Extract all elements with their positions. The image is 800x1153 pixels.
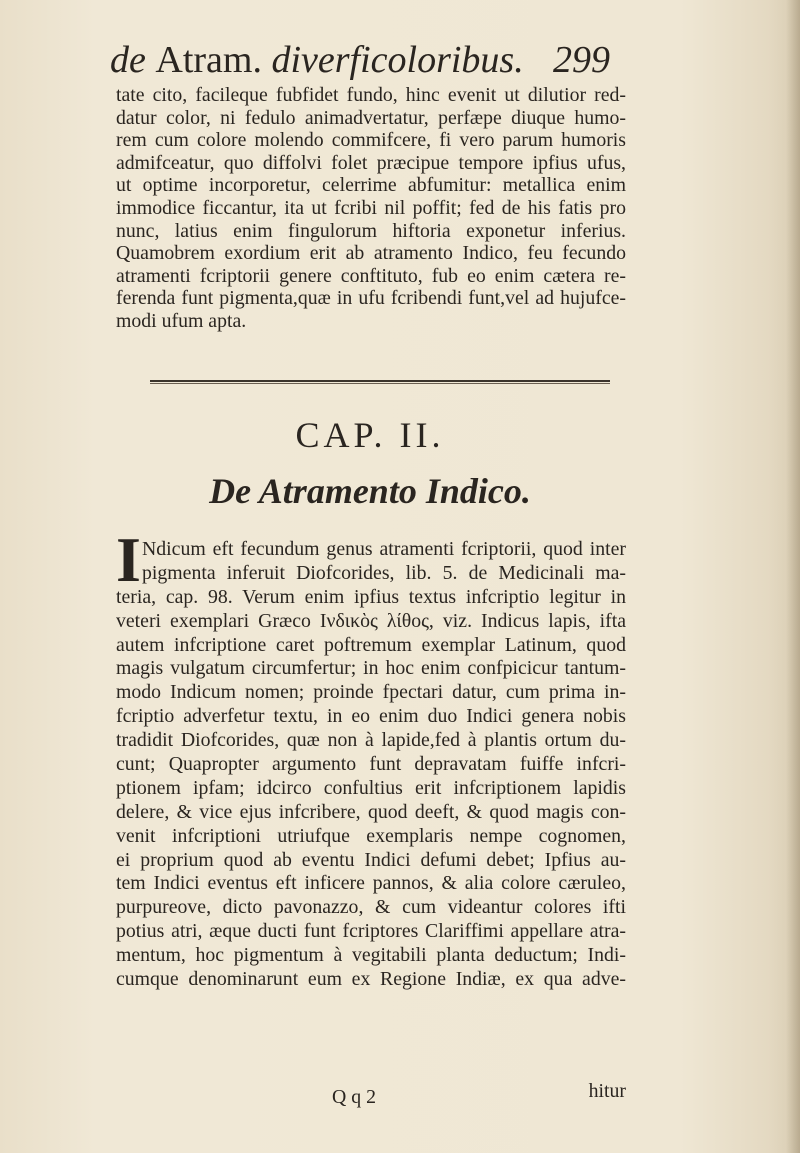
page-spine-shadow bbox=[786, 0, 800, 1153]
text-line: venit infcriptioni utriufque exemplaris nempe cognomen, bbox=[116, 824, 626, 847]
text-line: autem infcriptione caret poftremum exemplar Latinum, quod bbox=[116, 633, 626, 656]
text-line: potius atri, æque ducti funt fcriptores Clariffimi appellare atra- bbox=[116, 920, 626, 943]
section-divider-thin bbox=[150, 383, 610, 384]
text-line: Ndicum eft fecundum genus atramenti fcriptorii, quod inter bbox=[142, 538, 626, 560]
text-line: cumque denominarunt eum ex Regione Indiæ, ex qua adve- bbox=[116, 968, 626, 991]
text-line: fcriptio adverfetur textu, in eo enim duo Indici genera nobis bbox=[116, 705, 626, 728]
signature-mark: Q q 2 bbox=[332, 1086, 376, 1108]
text-line: teria, cap. 98. Verum enim ipfius textus infcriptio legitur in bbox=[116, 585, 626, 608]
text-line: tradidit Diofcorides, quæ non à lapide,fed à plantis ortum du- bbox=[116, 729, 626, 752]
text-line: Quamobrem exordium erit ab atramento Indico, feu fecundo bbox=[116, 242, 626, 265]
text-line: pigmenta inferuit Diofcorides, lib. 5. de Medicinali ma- bbox=[142, 561, 626, 584]
running-title-roman: Atram. bbox=[155, 39, 262, 81]
page-footer bbox=[116, 1080, 626, 1110]
drop-cap: I bbox=[116, 524, 141, 595]
text-line: mentum, hoc pigmentum à vegitabili planta deductum; Indi- bbox=[116, 944, 626, 967]
text-line: delere, & vice ejus infcribere, quod deeft, & quod magis con- bbox=[116, 800, 626, 823]
catchword: hitur bbox=[588, 1080, 626, 1102]
text-line: rem cum colore molendo commifcere, fi vero parum humoris bbox=[116, 129, 626, 152]
text-line: tem Indici eventus eft inficere pannos, & alia colore cæruleo, bbox=[116, 872, 626, 895]
text-line: veteri exemplari Græco Ινδικὸς λίθος, viz. Indicus lapis, ifta bbox=[116, 609, 626, 632]
text-line: tate cito, facileque fubfidet fundo, hinc evenit ut dilutior red- bbox=[116, 84, 626, 106]
text-line: magis vulgatum circumfertur; in hoc enim confpicicur tantum- bbox=[116, 657, 626, 680]
chapter-paragraph bbox=[116, 538, 626, 992]
text-line: admifceatur, quo diffolvi folet præcipue tempore ipfius ufus, bbox=[116, 151, 626, 174]
text-line: datur color, ni fedulo animadvertatur, perfæpe diuque humo- bbox=[116, 106, 626, 129]
chapter-heading: CAP. II. bbox=[295, 415, 445, 455]
section-divider bbox=[150, 380, 610, 382]
text-line: atramenti fcriptorii genere conftituto, fub eo enim cætera re- bbox=[116, 264, 626, 287]
page-number: 299 bbox=[553, 39, 610, 81]
text-line: nunc, latius enim fingulorum hiftoria exponetur inferius. bbox=[116, 219, 626, 242]
text-line: ei proprium quod ab eventu Indici defumi debet; Ipfius au- bbox=[116, 848, 626, 871]
running-title-italic: diverficoloribus. bbox=[271, 39, 524, 81]
paragraph-continued bbox=[116, 84, 626, 333]
text-line: purpureove, dicto pavonazzo, & cum videantur colores ifti bbox=[116, 896, 626, 919]
running-title bbox=[110, 38, 524, 82]
running-header bbox=[110, 34, 610, 84]
running-title-prefix: de bbox=[110, 39, 146, 81]
text-line: modo Indicum nomen; proinde fpectari datur, cum prima in- bbox=[116, 681, 626, 704]
text-line: ferenda funt pigmenta,quæ in ufu fcribendi funt,vel ad hujufce- bbox=[116, 287, 626, 310]
chapter-subtitle: De Atramento Indico. bbox=[209, 471, 531, 511]
text-line: cunt; Quapropter argumento funt depravatam fuiffe infcri- bbox=[116, 753, 626, 776]
text-line: modi ufum apta. bbox=[116, 309, 247, 332]
text-line: immodice ficcantur, ita ut fcribi nil poffit; fed de his fatis pro bbox=[116, 196, 626, 219]
text-line: ptionem ipfam; idcirco confultius erit infcriptionem lapidis bbox=[116, 776, 626, 799]
text-line: ut optime incorporetur, celerrime abfumitur: metallica enim bbox=[116, 174, 626, 197]
